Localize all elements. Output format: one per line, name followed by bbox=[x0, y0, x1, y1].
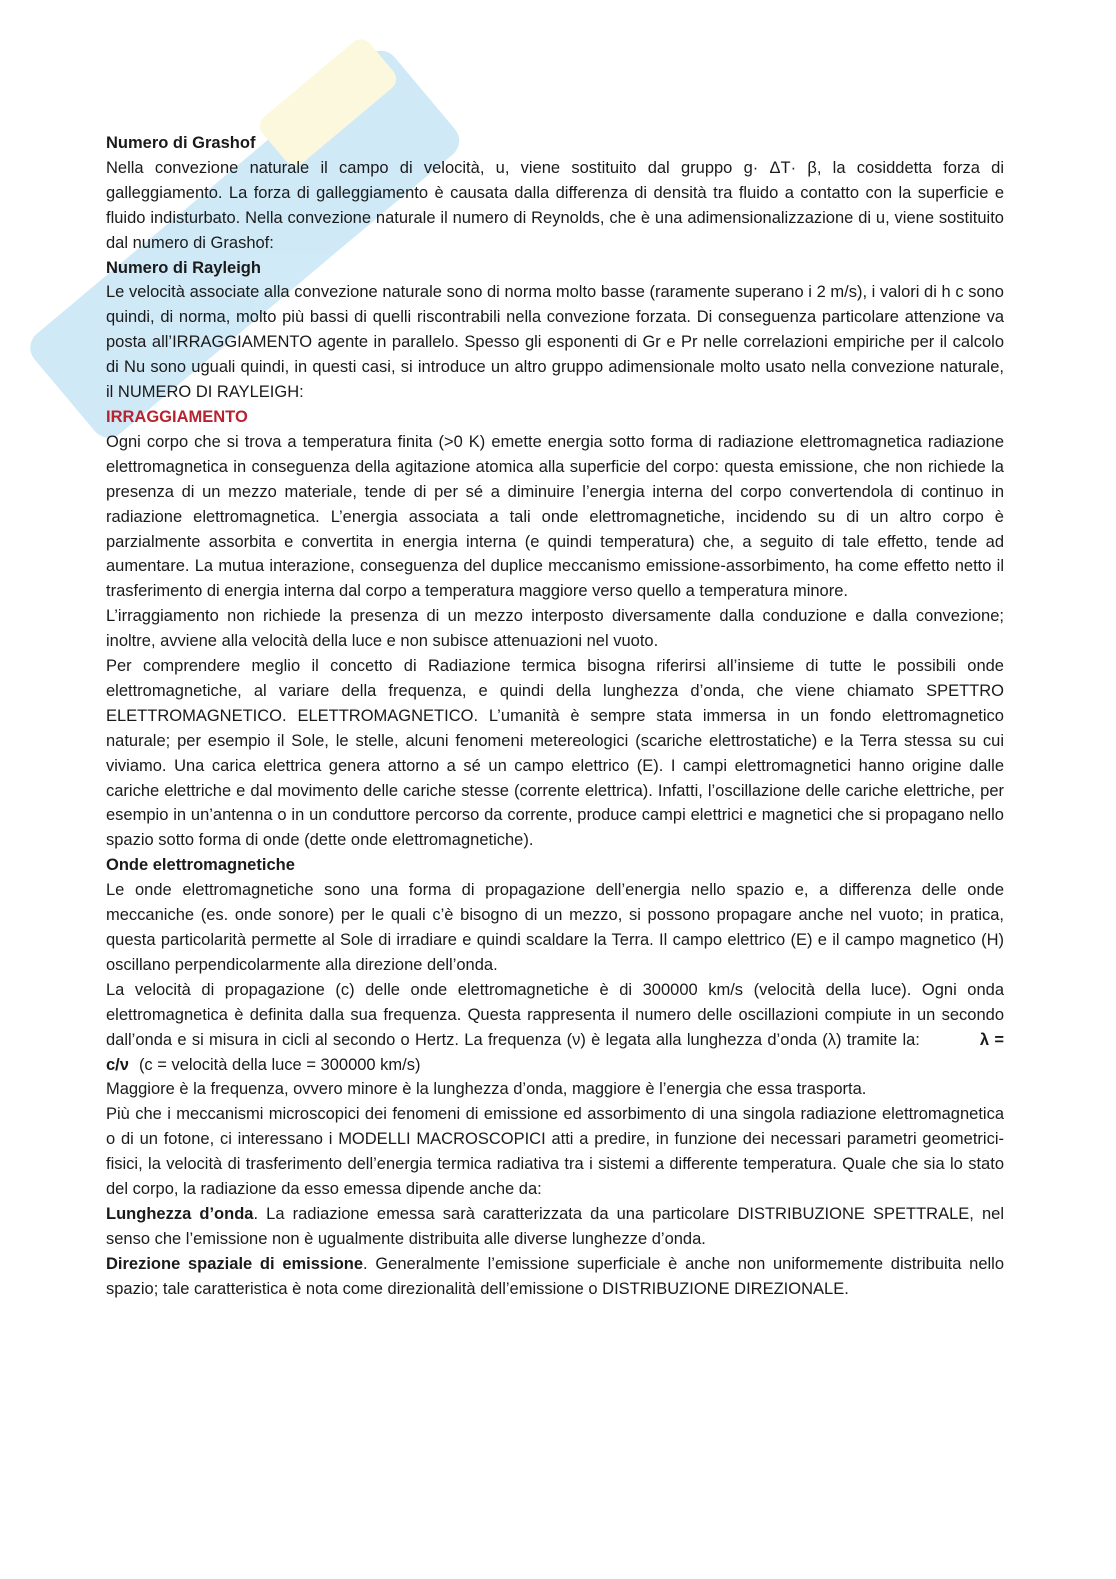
paragraph-onde-2-text: La velocità di propagazione (c) delle onde elettromagnetiche è di 300000 km/s (velocità della luce). Ogni onda elettromagnetica è definita dalla sua frequenza. Questa rappresenta il numero delle oscillazioni compiute in un secondo dall’onda e si misura in cicli al secondo o Hertz. La frequenza (ν) è legata alla lunghezza d’onda (λ) tramite la: bbox=[106, 980, 1004, 1049]
paragraph-grashof: Nella convezione naturale il campo di velocità, u, viene sostituito dal gruppo g· ΔT· β, la cosiddetta forza di galleggiamento. La forza di galleggiamento è causata dalla differenza di densità tra fluido a contatto con la superficie e fluido indisturbato. Nella convezione naturale il numero di Reynolds, che è una adimensionalizzazione di u, viene sostituito dal numero di Grashof: bbox=[106, 158, 1004, 252]
paragraph-lunghezza-text: . La radiazione emessa sarà caratterizzata da una particolare DISTRIBUZIONE SPETTRALE, nel senso che l’emissione non è ugualmente distribuita alle diverse lunghezze d’onda. bbox=[106, 1204, 1004, 1248]
section-heading-grashof: Numero di Grashof bbox=[106, 134, 256, 152]
formula-lambda: λ = c/ν bbox=[106, 1030, 1004, 1074]
document-page bbox=[106, 131, 1004, 1302]
paragraph-onde-1: Le onde elettromagnetiche sono una forma di propagazione dell’energia nello spazio e, a differenza delle onde meccaniche (es. onde sonore) per le quali c’è bisogno di un mezzo, si possono propagare anche nel vuoto; in pratica, questa particolarità permette al Sole di irradiare e quindi scaldare la Terra. Il campo elettrico (E) e il campo magnetico (H) oscillano perpendicolarmente alla direzione dell’onda. bbox=[106, 881, 1004, 974]
paragraph-irraggiamento-2: L’irraggiamento non richiede la presenza di un mezzo interposto diversamente dalla conduzione e dalla convezione; inoltre, avviene alla velocità della luce e non subisce attenuazioni nel vuoto. bbox=[106, 607, 1004, 651]
paragraph-onde-4: Più che i meccanismi microscopici dei fenomeni di emissione ed assorbimento di una singola radiazione elettromagnetica o di un fotone, ci interessano i MODELLI MACROSCOPICI atti a predire, in funzione dei necessari parametri geometrici-fisici, la velocità di trasferimento dell’energia termica radiativa tra i sistemi a differente temperatura. Quale che sia lo stato del corpo, la radiazione da esso emessa dipende anche da: bbox=[106, 1105, 1004, 1199]
paragraph-onde-3: Maggiore è la frequenza, ovvero minore è la lunghezza d’onda, maggiore è l’energia che essa trasporta. bbox=[106, 1080, 867, 1099]
paragraph-irraggiamento-1: Ogni corpo che si trova a temperatura finita (>0 K) emette energia sotto forma di radiazione elettromagnetica radiazione elettromagnetica in conseguenza della agitazione atomica alla superficie del corpo: questa emissione, che non richiede la presenza di un mezzo materiale, tende di per sé a diminuire l’energia interna del corpo convertendola di continuo in radiazione elettromagnetica. L’energia associata a tali onde elettromagnetiche, incidendo su di un altro corpo è parzialmente assorbita e convertita in energia interna (e quindi temperatura) che, a seguito di tale effetto, tende ad aumentare. La mutua interazione, conseguenza del duplice meccanismo emissione-assorbimento, ha come effetto netto il trasferimento di energia interna dal corpo a temperatura maggiore verso quello a temperatura minore. bbox=[106, 432, 1004, 601]
term-direzione: Direzione spaziale di emissione bbox=[106, 1254, 364, 1273]
formula-note: (c = velocità della luce = 300000 km/s) bbox=[138, 1055, 421, 1074]
paragraph-irraggiamento-3: Per comprendere meglio il concetto di Radiazione termica bisogna riferirsi all’insieme di tutte le possibili onde elettromagnetiche, al variare della frequenza, e quindi della lunghezza d’onda, che viene chiamato SPETTRO ELETTROMAGNETICO. ELETTROMAGNETICO. L’umanità è sempre stata immersa in un fondo elettromagnetico naturale; per esempio il Sole, le stelle, alcuni fenomeni metereologici (scariche elettrostatiche) e la Terra stessa su cui viviamo. Una carica elettrica genera attorno a sé un campo elettrico (E). I campi elettromagnetici hanno origine dalle cariche elettriche e dal movimento delle cariche stesse (corrente elettrica). Infatti, l’oscillazione delle cariche elettriche, per esempio in un’antenna o in un conduttore percorso da corrente, produce campi elettrici e magnetici che si propagano nello spazio sotto forma di onde (dette onde elettromagnetiche). bbox=[106, 657, 1004, 850]
paragraph-lunghezza bbox=[106, 1202, 1004, 1252]
term-lunghezza: Lunghezza d’onda bbox=[106, 1204, 254, 1223]
paragraph-rayleigh: Le velocità associate alla convezione naturale sono di norma molto basse (raramente superano i 2 m/s), i valori di h c sono quindi, di norma, molto più bassi di quelli riscontrabili nella convezione forzata. Di conseguenza particolare attenzione va posta all’IRRAGGIAMENTO agente in parallelo. Spesso gli esponenti di Gr e Pr nelle correlazioni empiriche per il calcolo di Nu sono uguali quindi, in questi casi, si introduce un altro gruppo adimensionale molto usato nella convezione naturale, il NUMERO DI RAYLEIGH: bbox=[106, 283, 1004, 402]
paragraph-onde-2 bbox=[106, 978, 1004, 1078]
section-heading-onde: Onde elettromagnetiche bbox=[106, 856, 295, 875]
paragraph-direzione bbox=[106, 1252, 1004, 1302]
section-heading-irraggiamento: IRRAGGIAMENTO bbox=[106, 407, 248, 426]
paragraph-direzione-text: . Generalmente l’emissione superficiale è anche non uniformemente distribuita nello spazio; tale caratteristica è nota come direzionalità dell’emissione o DISTRIBUZIONE DIREZIONALE. bbox=[106, 1254, 1004, 1298]
section-heading-rayleigh: Numero di Rayleigh bbox=[106, 258, 261, 277]
